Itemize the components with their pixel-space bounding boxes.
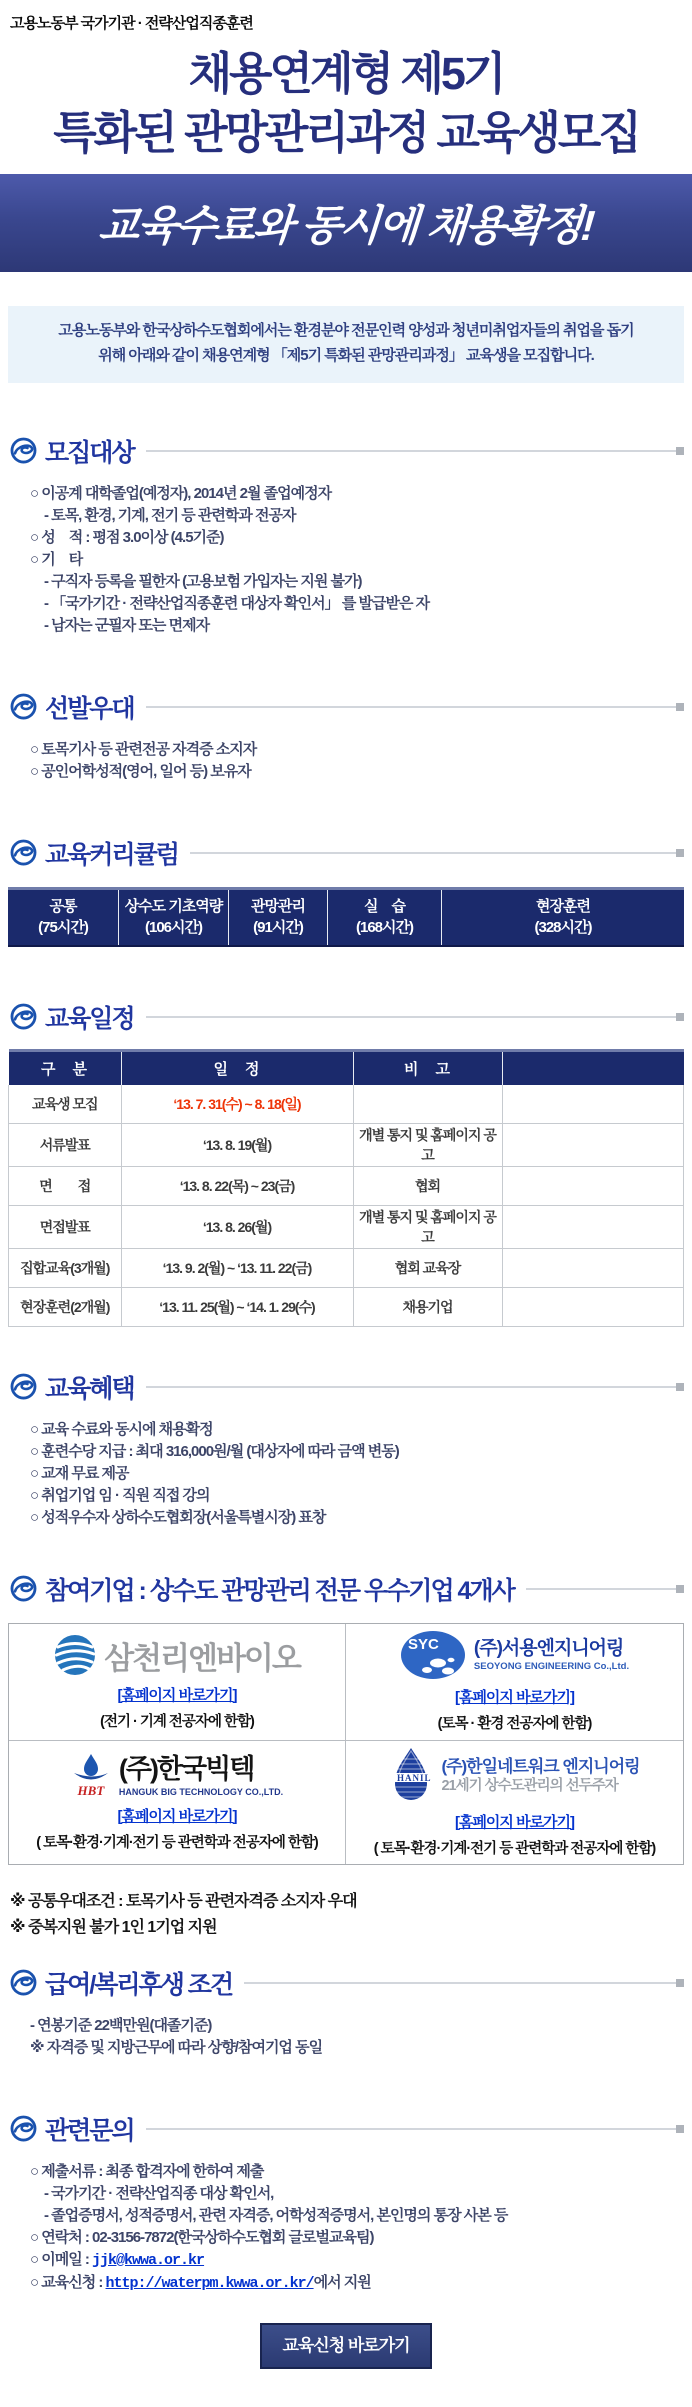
section-header-welfare [10, 1965, 684, 2001]
schedule-date: ‘13. 8. 19(월) [121, 1123, 353, 1166]
section-title: 교육일정 [45, 1004, 134, 1033]
schedule-note: 개별 통지 및 홈페이지 공고 [353, 1205, 502, 1248]
section-divider-square [676, 1013, 684, 1021]
table-row [9, 1248, 684, 1287]
schedule-note: 협회 [353, 1166, 502, 1205]
schedule-col-note: 비 고 [353, 1050, 502, 1085]
section-divider [146, 1016, 676, 1018]
homepage-link[interactable]: [홈페이지 바로가기] [117, 1686, 237, 1704]
email-label: ○ 이메일 : [30, 2250, 93, 2268]
apply-suffix: 에서 지원 [313, 2273, 371, 2291]
list-item: - 구직자 등록을 필한자 (고용보험 가입자는 지원 불가) [44, 572, 362, 590]
samchully-globe-icon [54, 1634, 96, 1676]
schedule-empty [502, 1205, 684, 1248]
table-row [9, 1205, 684, 1248]
schedule-category: 집합교육(3개월) [9, 1248, 122, 1287]
section-header-schedule [10, 999, 684, 1035]
schedule-note: 협회 교육장 [353, 1248, 502, 1287]
list-item: ○ 토목기사 등 관련전공 자격증 소지자 [30, 740, 257, 758]
section-divider [146, 706, 676, 708]
swirl-icon [10, 1575, 37, 1602]
company-name: (주)한일네트워크 엔지니어링 [441, 1756, 640, 1776]
section-header-benefits [10, 1369, 684, 1405]
company-cell-samchully [9, 1624, 346, 1741]
list-item: - 졸업증명서, 성적증명서, 관련 자격증, 어학성적증명서, 본인명의 통장 사본 등 [44, 2206, 508, 2224]
list-item: - 토목, 환경, 기계, 전기 등 관련학과 전공자 [44, 506, 296, 524]
intro-line1: 고용노동부와 한국상하수도협회에서는 환경분야 전문인력 양성과 청년미취업자들의 취업을 돕기 [58, 322, 634, 339]
list-item: ※ 자격증 및 지방근무에 따라 상향/참여기업 동일 [30, 2038, 323, 2056]
section-title: 교육혜택 [45, 1374, 134, 1403]
hbt-drop-icon [71, 1753, 111, 1783]
hero-banner-text: 교육수료와 동시에 채용확정! [97, 202, 595, 249]
list-item: ○ 공인어학성적(영어, 일어 등) 보유자 [30, 762, 251, 780]
table-row [9, 1085, 684, 1124]
curriculum-name: 공통 [49, 898, 77, 915]
schedule-category: 서류발표 [9, 1123, 122, 1166]
section-divider-square [676, 1383, 684, 1391]
list-item: ○ 기 타 [30, 550, 83, 568]
company-name: (주)한국빅텍 [118, 1754, 254, 1784]
homepage-link[interactable]: [홈페이지 바로가기] [454, 1813, 575, 1831]
curriculum-cell [8, 890, 119, 945]
schedule-empty [502, 1166, 684, 1205]
schedule-date: ‘13. 11. 25(월) ~ ‘14. 1. 29(수) [121, 1287, 353, 1326]
benefits-list [0, 1419, 692, 1529]
email-link[interactable]: jjk@kwwa.or.kr [92, 2251, 205, 2269]
hero-banner [0, 174, 692, 272]
intro-line2: 위해 아래와 같이 채용연계형 「제5기 특화된 관망관리과정」 교육생을 모집합니다. [98, 346, 594, 364]
schedule-col-empty [502, 1050, 684, 1085]
section-title: 선발우대 [45, 694, 134, 723]
companies-grid [8, 1623, 684, 1865]
section-header-curriculum [10, 835, 684, 871]
schedule-category: 면접발표 [9, 1205, 122, 1248]
curriculum-name: 현장훈련 [536, 898, 590, 915]
list-item: ○ 연락처 : 02-3156-7872(한국상하수도협회 글로벌교육팀) [30, 2228, 374, 2246]
note-line: ※ 중복지원 불가 1인 1기업 지원 [10, 1918, 217, 1936]
list-item: ○ 이공계 대학졸업(예정자), 2014년 2월 졸업예정자 [30, 484, 332, 502]
schedule-category: 면 접 [9, 1166, 122, 1205]
list-item: - 국가기간 · 전략산업직종 대상 확인서, [44, 2184, 274, 2202]
curriculum-hours: (91시간) [253, 919, 303, 936]
schedule-empty [502, 1248, 684, 1287]
section-header-contact [10, 2111, 684, 2147]
schedule-col-date: 일 정 [121, 1050, 353, 1085]
curriculum-hours: (75시간) [38, 919, 88, 936]
company-note: (토목 · 환경 전공자에 한함) [437, 1716, 592, 1732]
list-item: ○ 교육 수료와 동시에 채용확정 [30, 1420, 213, 1438]
section-divider-square [676, 849, 684, 857]
section-header-preference [10, 689, 684, 725]
contact-apply-line [30, 2272, 692, 2295]
swirl-icon [10, 1003, 37, 1030]
section-divider [526, 1588, 676, 1590]
apply-button[interactable]: 교육신청 바로가기 [260, 2323, 432, 2369]
page-title [0, 45, 692, 162]
apply-label: ○ 교육신청 : [30, 2273, 106, 2291]
company-cell-hanguk-bigtec [9, 1741, 346, 1864]
section-divider [244, 1982, 676, 1984]
hanil-drop-icon [389, 1747, 433, 1805]
svg-text:SYC: SYC [407, 1636, 439, 1653]
hbt-logo-text: HBT [77, 1782, 105, 1798]
company-subtitle: 21세기 상수도관리의 선두주자 [441, 1778, 618, 1795]
section-divider-square [676, 447, 684, 455]
schedule-table [8, 1049, 684, 1327]
schedule-note: 채용기업 [353, 1287, 502, 1326]
intro-box [8, 306, 684, 383]
section-divider-square [676, 2125, 684, 2133]
curriculum-cell [229, 890, 328, 945]
schedule-date: ‘13. 8. 22(목) ~ 23(금) [121, 1166, 353, 1205]
section-header-companies [10, 1571, 684, 1607]
schedule-date: ‘13. 8. 26(월) [121, 1205, 353, 1248]
note-line: ※ 공통우대조건 : 토목기사 등 관련자격증 소지자 우대 [10, 1892, 357, 1910]
curriculum-name: 관망관리 [251, 898, 305, 915]
list-item: ○ 성적우수자 상하수도협회장(서울특별시장) 표창 [30, 1508, 326, 1526]
page-title-line2: 특화된 관망관리과정 교육생모집 [53, 106, 639, 158]
section-divider-square [676, 1585, 684, 1593]
schedule-category: 현장훈련(2개월) [9, 1287, 122, 1326]
company-cell-seoyong [346, 1624, 683, 1741]
curriculum-name: 실 습 [364, 898, 405, 915]
homepage-link[interactable]: [홈페이지 바로가기] [454, 1689, 575, 1706]
swirl-icon [10, 839, 37, 866]
section-title: 모집대상 [45, 438, 134, 467]
section-title: 참여기업 : 상수도 관망관리 전문 우수기업 4개사 [45, 1576, 514, 1605]
list-item: ○ 성 적 : 평점 3.0이상 (4.5기준) [30, 528, 224, 546]
list-item: ○ 제출서류 : 최종 합격자에 한하여 제출 [30, 2162, 264, 2180]
company-note: (전기 · 기계 전공자에 한함) [100, 1713, 254, 1730]
preference-list [0, 739, 692, 783]
bottom-spacer [0, 2369, 692, 2407]
apply-url-link[interactable]: http://waterpm.kwwa.or.kr/ [105, 2274, 314, 2292]
section-divider-square [676, 703, 684, 711]
homepage-link[interactable]: [홈페이지 바로가기] [117, 1807, 237, 1825]
swirl-icon [10, 1373, 37, 1400]
company-name: (주)서용엔지니어링 [473, 1638, 624, 1660]
section-title: 교육커리큘럼 [45, 840, 178, 869]
swirl-icon [10, 2115, 37, 2142]
swirl-icon [10, 1969, 37, 1996]
section-header-recruit-target [10, 433, 684, 469]
welfare-list [0, 2015, 692, 2059]
common-notes [10, 1889, 692, 1941]
list-item: ○ 훈련수당 지급 : 최대 316,000원/월 (대상자에 따라 금액 변동) [30, 1442, 399, 1460]
company-name: 삼천리엔바이오 [104, 1640, 300, 1676]
list-item: ○ 교재 무료 제공 [30, 1464, 129, 1482]
list-item: - 연봉기준 22백만원(대졸기준) [30, 2016, 212, 2034]
samchully-envio-logo [54, 1633, 300, 1678]
section-divider [146, 1386, 676, 1388]
company-note: ( 토목·환경·기계·전기 등 관련학과 전공자에 한함) [373, 1840, 656, 1857]
section-title: 관련문의 [45, 2116, 134, 2145]
schedule-empty [502, 1085, 684, 1124]
schedule-date: ‘13. 9. 2(월) ~ ‘13. 11. 22(금) [121, 1248, 353, 1287]
contact-list [0, 2161, 692, 2295]
list-item: - 남자는 군필자 또는 면제자 [44, 616, 210, 634]
section-title: 급여/복리후생 조건 [45, 1970, 233, 1999]
schedule-date: ‘13. 7. 31(수) ~ 8. 18(일) [121, 1085, 353, 1124]
swirl-icon [10, 437, 37, 464]
company-note: ( 토목·환경·기계·전기 등 관련학과 전공자에 한함) [36, 1834, 318, 1851]
curriculum-table [8, 887, 684, 947]
company-cell-hanil [346, 1741, 683, 1864]
schedule-empty [502, 1287, 684, 1326]
list-item: ○ 취업기업 임 · 직원 직접 강의 [30, 1486, 210, 1504]
curriculum-hours: (168시간) [356, 919, 413, 936]
schedule-header-row [9, 1050, 684, 1085]
schedule-empty [502, 1123, 684, 1166]
swirl-icon [10, 693, 37, 720]
curriculum-cell [119, 890, 229, 945]
schedule-col-category: 구 분 [9, 1050, 122, 1085]
list-item: - 「국가기간 · 전략산업직종훈련 대상자 확인서」 를 발급받은 자 [44, 594, 430, 612]
recruit-target-list [0, 483, 692, 637]
hanil-logo [389, 1747, 639, 1805]
section-divider [146, 450, 676, 452]
company-subtitle: SEOYONG ENGINEERING Co.,Ltd. [473, 1660, 630, 1672]
section-divider [146, 2128, 676, 2130]
syc-oval-icon [400, 1630, 466, 1680]
table-row [9, 1123, 684, 1166]
page-title-line1: 채용연계형 제5기 [188, 48, 504, 99]
company-subtitle: HANGUK BIG TECHNOLOGY CO.,LTD. [118, 1786, 284, 1797]
contact-email-line [30, 2249, 692, 2272]
schedule-note [353, 1085, 502, 1124]
table-row [9, 1166, 684, 1205]
section-divider [190, 852, 676, 854]
curriculum-name: 상수도 기초역량 [124, 898, 223, 915]
curriculum-cell [328, 890, 442, 945]
table-row [9, 1287, 684, 1326]
schedule-category: 교육생 모집 [9, 1085, 122, 1124]
seoyong-logo [400, 1630, 629, 1680]
curriculum-cell [442, 890, 684, 945]
schedule-note: 개별 통지 및 홈페이지 공고 [353, 1123, 502, 1166]
hanil-logo-text: HANIL [397, 1772, 432, 1783]
hanguk-bigtec-logo [71, 1753, 283, 1799]
curriculum-hours: (328시간) [534, 919, 592, 936]
curriculum-hours: (106시간) [145, 919, 202, 936]
agency-label: 고용노동부 국가기관 · 전략산업직종훈련 [10, 15, 253, 32]
section-divider-square [676, 1979, 684, 1987]
